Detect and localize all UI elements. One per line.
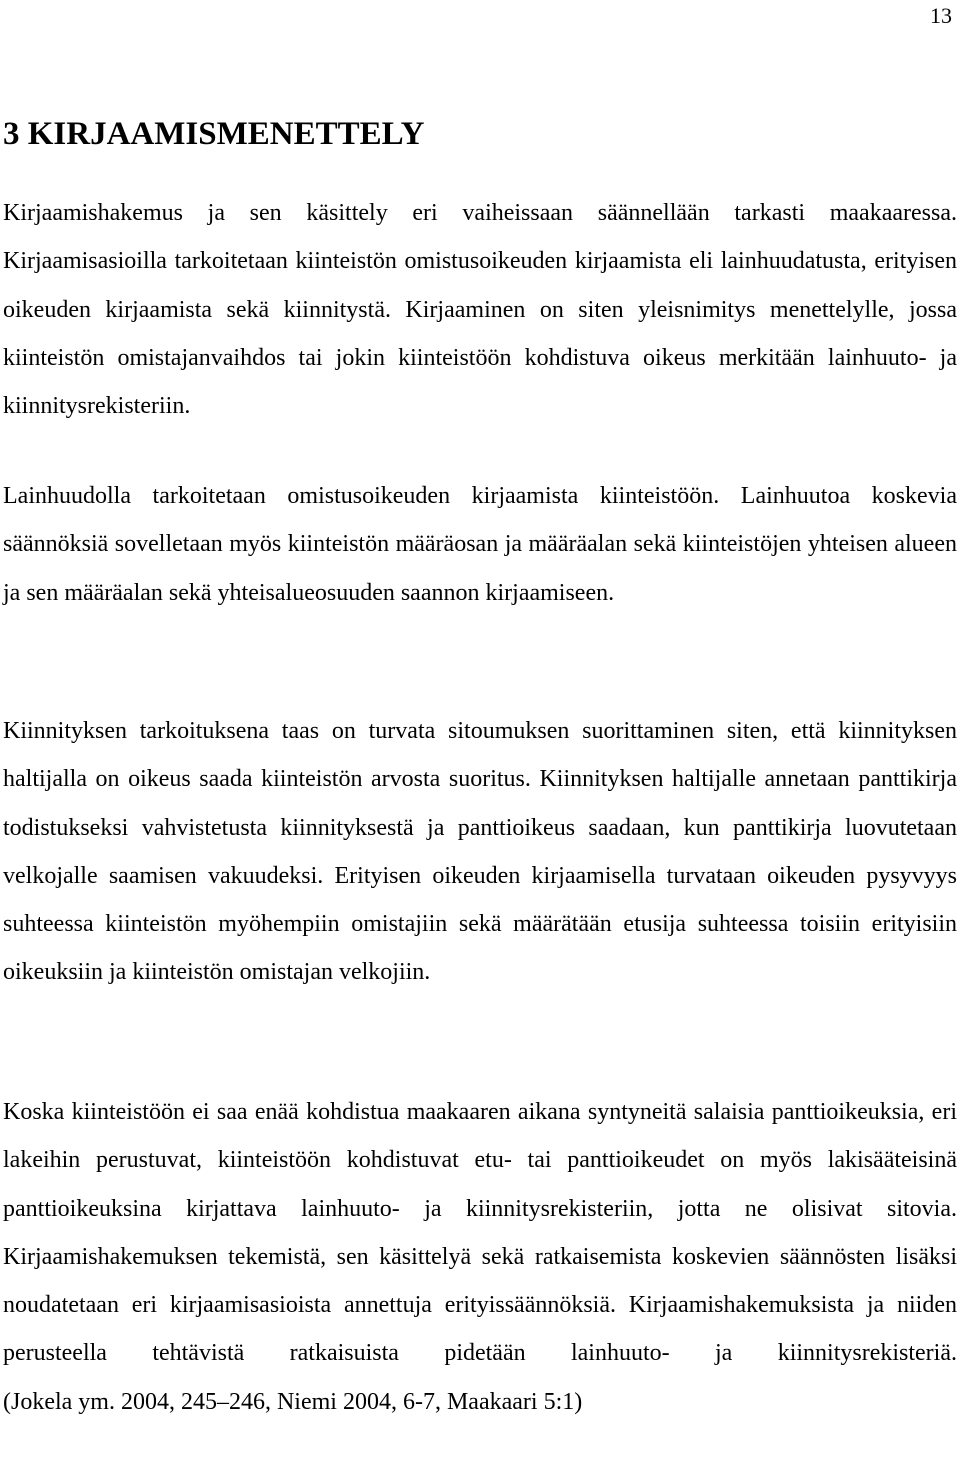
page-number: 13 [930, 3, 952, 28]
paragraph-title-registration: Lainhuudolla tarkoitetaan omistusoikeuden kirjaamista kiinteistöön. Lainhuutoa koskevia säännöksiä sovelletaan myös kiinteistön määräosan ja määräalan sekä kiinteistöjen yhteisen alueen ja sen määräalan sekä yhteisalueosuuden saannon kirjaamiseen. [3, 483, 957, 606]
paragraph-secret-liens [3, 1088, 957, 1426]
paragraph-secret-liens-text: Koska kiinteistöön ei saa enää kohdistua maakaaren aikana syntyneitä salaisia panttioikeuksia, eri lakeihin perustuvat, kiinteistöön kohdistuvat etu- tai panttioikeudet on myös lakisääteisinä panttioikeuksina kirjattava lainhuuto- ja kiinnitysrekisteriin, jotta ne olisivat sitovia. Kirjaamishakemuksen tekemistä, sen käsittelyä sekä ratkaisemista koskevien säännösten lisäksi noudatetaan eri kirjaamisasioista annettuja erityissäännöksiä. Kirjaamishakemuksista ja niiden perusteella tehtävistä ratkaisuista pidetään lainhuuto- ja kiinnitysrekisteriä. [3, 1099, 957, 1367]
citation: (Jokela ym. 2004, 245–246, Niemi 2004, 6-7, Maakaari 5:1) [3, 1388, 583, 1415]
paragraph-registration-application: Kirjaamishakemus ja sen käsittely eri vaiheissaan säännellään tarkasti maakaaressa. Kirjaamisasioilla tarkoitetaan kiinteistön omistusoikeuden kirjaamista eli lainhuudatusta, erityisen oikeuden kirjaamista sekä kiinnitystä. Kirjaaminen on siten yleisnimitys menettelylle, jossa kiinteistön omistajanvaihdos tai jokin kiinteistöön kohdistuva oikeus merkitään lainhuuto- ja kiinnitysrekisteriin. [3, 200, 957, 420]
paragraph-mortgage: Kiinnityksen tarkoituksena taas on turvata sitoumuksen suorittaminen siten, että kiinnityksen haltijalla on oikeus saada kiinteistön arvosta suoritus. Kiinnityksen haltijalle annetaan panttikirja todistukseksi vahvistetusta kiinnityksestä ja panttioikeus saadaan, kun panttikirja luovutetaan velkojalle saamisen vakuudeksi. Erityisen oikeuden kirjaamisella turvataan oikeuden pysyvyys suhteessa kiinteistön myöhempiin omistajiin sekä määrätään etusija suhteessa toisiin erityisiin oikeuksiin ja kiinteistön omistajan velkojiin. [3, 718, 957, 986]
section-heading: 3 KIRJAAMISMENETTELY [3, 116, 425, 152]
